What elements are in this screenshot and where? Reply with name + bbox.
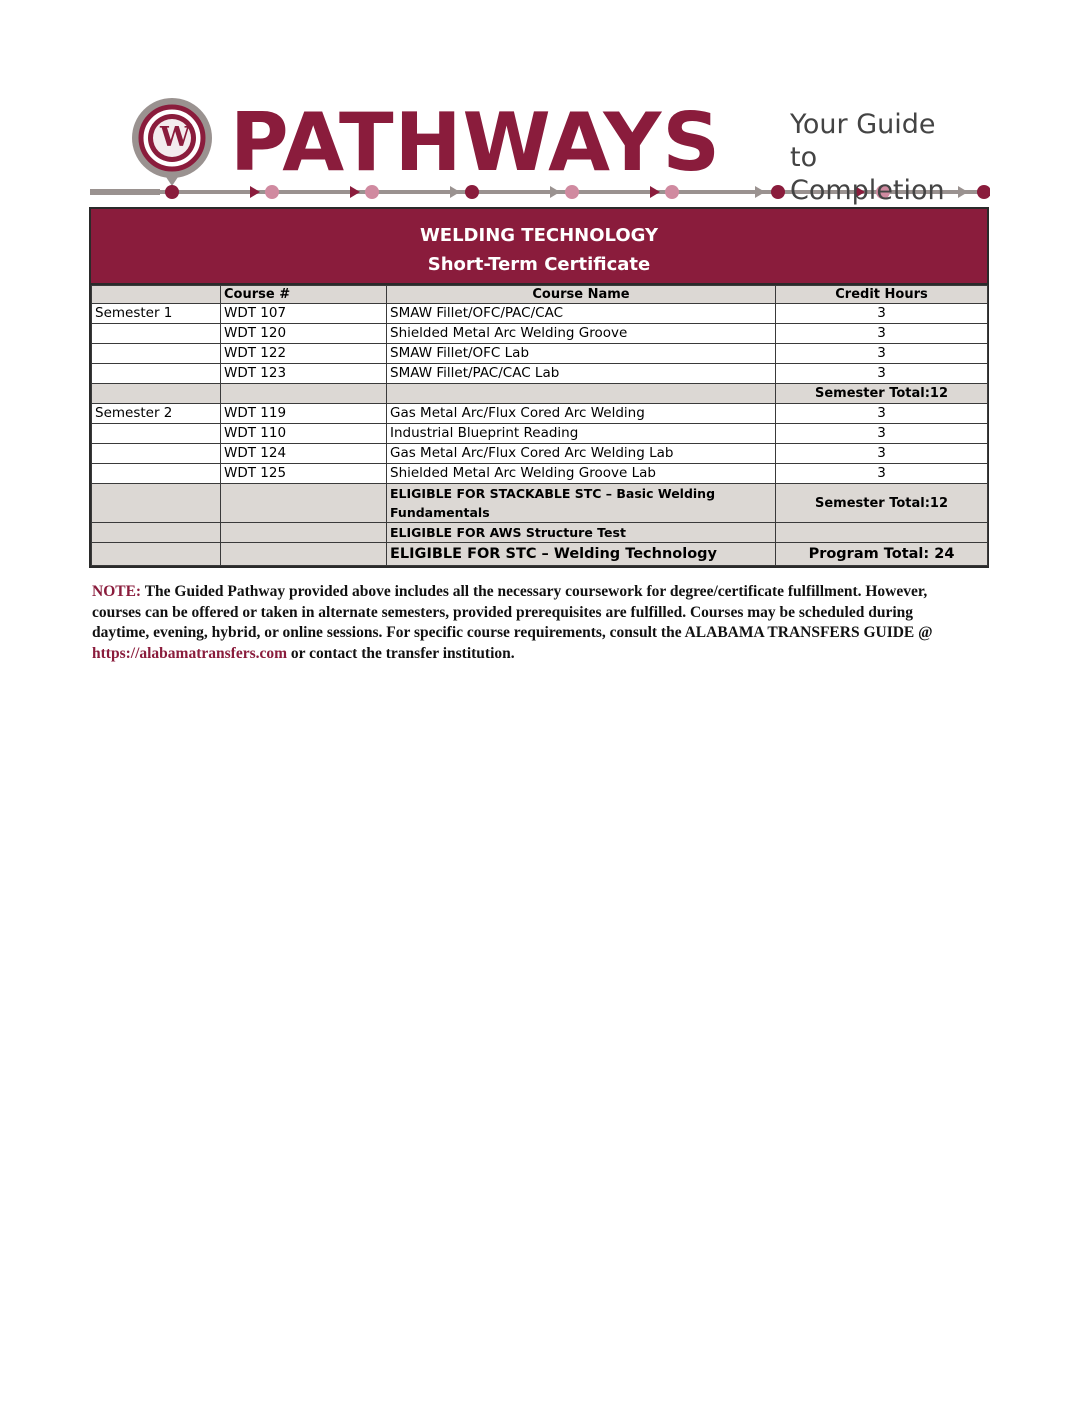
note-label: NOTE: — [92, 583, 142, 600]
table-row — [92, 464, 988, 484]
program-title: WELDING TECHNOLOGY — [419, 225, 659, 246]
tagline-line-2: to Completion — [790, 142, 945, 206]
semester-label-empty — [92, 344, 221, 364]
program-total-row — [92, 543, 988, 566]
pathways-wordmark: PATHWAYS — [230, 96, 721, 189]
aws-test-row — [92, 523, 988, 543]
stackable-certificate-row — [92, 484, 988, 523]
pathways-header — [90, 96, 990, 206]
course-number: WDT 107 — [221, 304, 387, 324]
semester-label-empty — [92, 364, 221, 384]
tagline — [790, 108, 980, 207]
course-number: WDT 110 — [221, 424, 387, 444]
pathway-note — [92, 582, 972, 664]
tagline-line-1: Your Guide — [790, 109, 936, 140]
semester-label-empty — [92, 444, 221, 464]
empty-cell — [92, 384, 221, 404]
empty-cell — [92, 543, 221, 566]
course-number: WDT 123 — [221, 364, 387, 384]
course-name: Gas Metal Arc/Flux Cored Arc Welding Lab — [387, 444, 776, 464]
semester-1-total: Semester Total:12 — [776, 384, 988, 404]
credit-hours: 3 — [776, 304, 988, 324]
course-name: Shielded Metal Arc Welding Groove — [387, 324, 776, 344]
empty-cell — [221, 523, 387, 543]
credit-hours: 3 — [776, 404, 988, 424]
empty-cell — [776, 523, 988, 543]
course-name: Gas Metal Arc/Flux Cored Arc Welding — [387, 404, 776, 424]
credit-hours: 3 — [776, 344, 988, 364]
table-row — [92, 324, 988, 344]
course-name: SMAW Fillet/OFC/PAC/CAC — [387, 304, 776, 324]
course-number: WDT 124 — [221, 444, 387, 464]
stackable-certificate-note: ELIGIBLE FOR STACKABLE STC – Basic Welding Fundamentals — [387, 484, 776, 523]
empty-cell — [92, 523, 221, 543]
table-row — [92, 404, 988, 424]
semester-1-total-row — [92, 384, 988, 404]
table-header-row — [92, 286, 988, 304]
header-course-number: Course # — [221, 286, 387, 304]
semester-label-empty — [92, 424, 221, 444]
semester-label-empty — [92, 464, 221, 484]
program-subtitle: Short-Term Certificate — [427, 254, 651, 275]
alabama-transfers-link[interactable]: https://alabamatransfers.com — [92, 644, 288, 662]
semester-label: Semester 1 — [92, 304, 221, 324]
pathway-table — [89, 207, 989, 568]
program-total: Program Total: 24 — [776, 543, 988, 566]
empty-cell — [221, 384, 387, 404]
course-number: WDT 122 — [221, 344, 387, 364]
table-row — [92, 364, 988, 384]
table-row — [92, 344, 988, 364]
empty-cell — [387, 384, 776, 404]
credit-hours: 3 — [776, 364, 988, 384]
credit-hours: 3 — [776, 424, 988, 444]
course-name: SMAW Fillet/PAC/CAC Lab — [387, 364, 776, 384]
credit-hours: 3 — [776, 324, 988, 344]
table-row — [92, 304, 988, 324]
course-name: Shielded Metal Arc Welding Groove Lab — [387, 464, 776, 484]
semester-2-total: Semester Total:12 — [776, 484, 988, 523]
note-tail: or contact the transfer institution. — [287, 644, 515, 662]
empty-cell — [221, 484, 387, 523]
certificate-eligibility: ELIGIBLE FOR STC – Welding Technology — [387, 543, 776, 566]
note-body: The Guided Pathway provided above includes all the necessary coursework for degree/certificate fulfillment. However, courses can be offered or taken in alternate semesters, provided prerequisites are fulfilled. Courses may be scheduled during daytime, evening, hybrid, or online sessions. For specific course requirements, consult the ALABAMA TRANSFERS GUIDE @ — [92, 583, 933, 641]
empty-cell — [221, 543, 387, 566]
course-name: Industrial Blueprint Reading — [387, 424, 776, 444]
aws-test-note: ELIGIBLE FOR AWS Structure Test — [387, 523, 776, 543]
semester-label-empty — [92, 324, 221, 344]
credit-hours: 3 — [776, 444, 988, 464]
semester-label: Semester 2 — [92, 404, 221, 424]
course-number: WDT 125 — [221, 464, 387, 484]
table-row — [92, 424, 988, 444]
empty-cell — [92, 484, 221, 523]
header-course-name: Course Name — [387, 286, 776, 304]
header-credit-hours: Credit Hours — [776, 286, 988, 304]
course-number: WDT 119 — [221, 404, 387, 424]
course-table — [91, 285, 988, 566]
program-banner — [91, 209, 987, 285]
header-semester — [92, 286, 221, 304]
credit-hours: 3 — [776, 464, 988, 484]
course-number: WDT 120 — [221, 324, 387, 344]
course-name: SMAW Fillet/OFC Lab — [387, 344, 776, 364]
college-logo-letter: W — [160, 122, 191, 153]
table-row — [92, 444, 988, 464]
